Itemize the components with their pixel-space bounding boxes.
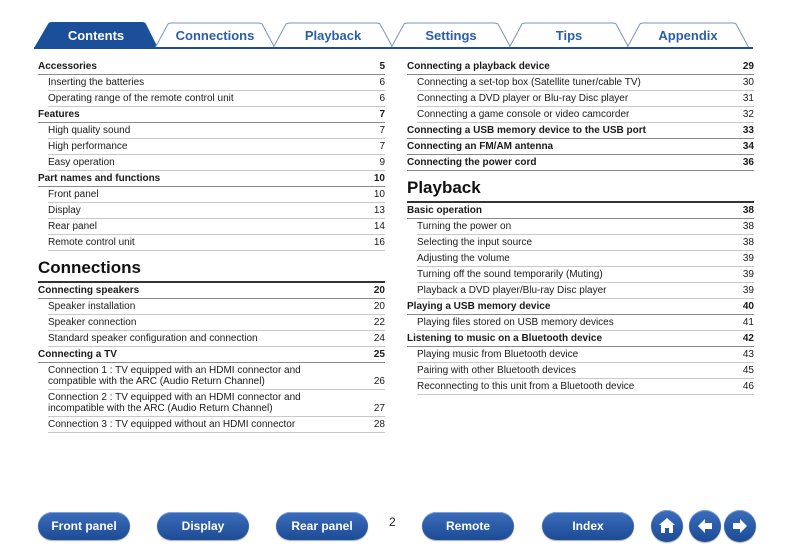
toc-entry-title: Playing a USB memory device [407, 300, 551, 312]
tab-underline [34, 47, 753, 49]
toc-page-number: 45 [742, 364, 754, 376]
toc-entry-playback-device[interactable] [407, 59, 754, 75]
toc-entry-title: Connecting a TV [38, 348, 117, 360]
toc-page-number: 36 [742, 156, 754, 168]
toc-entry-title: Standard speaker configuration and connection [48, 332, 258, 344]
toc-entry-title [48, 392, 301, 415]
toc-entry-title: Connecting a set-top box (Satellite tuner/cable TV) [417, 76, 641, 88]
toc-entry-usb-memory[interactable] [407, 299, 754, 315]
toc-page-number: 41 [742, 316, 754, 328]
toc-entry[interactable] [48, 299, 385, 315]
remote-button[interactable]: Remote [422, 512, 514, 540]
toc-entry[interactable] [417, 91, 754, 107]
toc-page-number: 29 [742, 60, 754, 72]
toc-entry[interactable] [48, 203, 385, 219]
tab-appendix[interactable] [626, 22, 750, 48]
toc-page-number: 26 [373, 375, 385, 387]
toc-entry-usb-port[interactable] [407, 123, 754, 139]
toc-page-number: 31 [742, 92, 754, 104]
toc-page-number: 43 [742, 348, 754, 360]
toc-entry[interactable] [48, 155, 385, 171]
toc-page-number: 25 [373, 348, 385, 360]
toc-page-number: 24 [373, 332, 385, 344]
toc-entry[interactable] [417, 219, 754, 235]
toc-entry[interactable] [417, 379, 754, 395]
tab-contents-label: Contents [67, 27, 125, 43]
toc-entry-title: Playing music from Bluetooth device [417, 348, 579, 360]
toc-entry-title: High quality sound [48, 124, 131, 136]
toc-entry-line: compatible with the ARC (Audio Return Channel) [48, 376, 265, 387]
toc-page-number: 14 [373, 220, 385, 232]
toc-entry-title: Connecting a playback device [407, 60, 550, 72]
toc-page-number: 34 [742, 140, 754, 152]
toc-entry[interactable] [48, 417, 385, 433]
toc-entry[interactable] [48, 390, 385, 417]
toc-entry-title [48, 365, 301, 388]
toc-page-number: 5 [379, 60, 385, 72]
back-button[interactable] [689, 510, 721, 542]
toc-entry-title: Adjusting the volume [417, 252, 510, 264]
toc-page-number: 33 [742, 124, 754, 136]
toc-entry-title: Speaker connection [48, 316, 137, 328]
toc-page-number: 13 [373, 204, 385, 216]
tab-connections[interactable] [154, 22, 276, 48]
toc-entry[interactable] [48, 123, 385, 139]
toc-page-number: 6 [379, 76, 385, 88]
toc-entry[interactable] [417, 283, 754, 299]
tab-tips-label: Tips [555, 27, 583, 43]
toc-entry-title: Display [48, 204, 81, 216]
toc-entry-bluetooth[interactable] [407, 331, 754, 347]
arrow-right-icon [730, 516, 750, 536]
toc-entry-accessories[interactable] [38, 59, 385, 75]
toc-page-number: 38 [742, 204, 754, 216]
toc-page-number: 42 [742, 332, 754, 344]
toc-entry-title: Connecting a USB memory device to the USB port [407, 124, 646, 136]
toc-entry[interactable] [417, 235, 754, 251]
page-number: 2 [389, 515, 396, 529]
toc-page-number: 46 [742, 380, 754, 392]
toc-entry-features[interactable] [38, 107, 385, 123]
toc-page-number: 38 [742, 236, 754, 248]
toc-page-number: 27 [373, 402, 385, 414]
toc-entry-title: Connection 3 : TV equipped without an HDMI connector [48, 418, 296, 430]
toc-page-number: 20 [373, 284, 385, 296]
toc-entry[interactable] [48, 315, 385, 331]
toc-entry[interactable] [417, 75, 754, 91]
toc-entry-basic-operation[interactable] [407, 203, 754, 219]
toc-entry[interactable] [417, 315, 754, 331]
toc-entry-part-names[interactable] [38, 171, 385, 187]
toc-page-number: 40 [742, 300, 754, 312]
front-panel-button[interactable]: Front panel [38, 512, 130, 540]
tab-playback[interactable] [272, 22, 394, 48]
toc-entry[interactable] [48, 331, 385, 347]
toc-entry-title: Remote control unit [48, 236, 135, 248]
toc-page-number: 32 [742, 108, 754, 120]
home-button[interactable] [651, 510, 683, 542]
toc-entry-title: Operating range of the remote control unit [48, 92, 234, 104]
toc-entry[interactable] [417, 251, 754, 267]
tab-settings-label: Settings [425, 27, 477, 43]
toc-entry-title: Inserting the batteries [48, 76, 145, 88]
toc-entry[interactable] [48, 187, 385, 203]
toc-entry-title: Basic operation [407, 204, 483, 216]
toc-entry-line: Connection 2 : TV equipped with an HDMI connector and [48, 391, 301, 403]
toc-entry[interactable] [417, 107, 754, 123]
toc-entry-title: Connecting the power cord [407, 156, 537, 168]
toc-entry[interactable] [48, 363, 385, 390]
toc-entry-title: Accessories [38, 60, 97, 72]
toc-entry[interactable] [417, 267, 754, 283]
toc-page-number: 10 [373, 188, 385, 200]
toc-entry-title: Connecting an FM/AM antenna [407, 140, 554, 152]
home-icon [657, 516, 677, 536]
toc-entry-title: Part names and functions [38, 172, 161, 184]
toc-entry-title: Selecting the input source [417, 236, 533, 248]
arrow-left-icon [695, 516, 715, 536]
rear-panel-button[interactable]: Rear panel [276, 512, 368, 540]
toc-entry[interactable] [48, 139, 385, 155]
toc-entry-line: Connection 1 : TV equipped with an HDMI connector and [48, 364, 301, 376]
toc-entry-title: Turning the power on [417, 220, 512, 232]
toc-page-number: 22 [373, 316, 385, 328]
tab-appendix-label: Appendix [658, 27, 718, 43]
toc-entry-title: Playback a DVD player/Blu-ray Disc player [417, 284, 607, 296]
toc-page-number: 30 [742, 76, 754, 88]
toc-entry-title: Features [38, 108, 80, 120]
toc-entry-title: Speaker installation [48, 300, 136, 312]
toc-entry-line: incompatible with the ARC (Audio Return Channel) [48, 403, 273, 414]
toc-page-number: 20 [373, 300, 385, 312]
tab-bar [0, 0, 791, 50]
toc-entry-power-cord[interactable] [407, 155, 754, 171]
toc-entry-title: Connecting speakers [38, 284, 140, 296]
toc-page-number: 7 [379, 140, 385, 152]
toc-entry[interactable] [48, 219, 385, 235]
toc-page-number: 39 [742, 252, 754, 264]
toc-page-number: 9 [379, 156, 385, 168]
toc-entry-connecting-tv[interactable] [38, 347, 385, 363]
tab-settings[interactable] [390, 22, 512, 48]
toc-entry-title: Connecting a DVD player or Blu-ray Disc player [417, 92, 629, 104]
toc-left-column [38, 59, 385, 433]
toc-entry[interactable] [417, 347, 754, 363]
toc-page-number: 39 [742, 284, 754, 296]
toc-right-column [407, 59, 754, 395]
tab-playback-label: Playback [304, 27, 362, 43]
toc-entry-title: Listening to music on a Bluetooth device [407, 332, 603, 344]
display-button[interactable]: Display [157, 512, 249, 540]
toc-entry-title: High performance [48, 140, 128, 152]
toc-entry-antenna[interactable] [407, 139, 754, 155]
toc-entry[interactable] [48, 235, 385, 251]
toc-entry[interactable] [417, 363, 754, 379]
toc-entry-title: Connecting a game console or video camcorder [417, 108, 630, 120]
toc-entry-title: Reconnecting to this unit from a Bluetooth device [417, 380, 635, 392]
toc-entry[interactable] [48, 75, 385, 91]
toc-page-number: 10 [373, 172, 385, 184]
toc-page-number: 28 [373, 418, 385, 430]
section-heading-playback: Playback [407, 171, 754, 203]
toc-page-number: 39 [742, 268, 754, 280]
toc-entry-title: Front panel [48, 188, 99, 200]
toc-page-number: 6 [379, 92, 385, 104]
index-button[interactable]: Index [542, 512, 634, 540]
toc-entry[interactable] [48, 91, 385, 107]
toc-page-number: 16 [373, 236, 385, 248]
toc-entry-title: Pairing with other Bluetooth devices [417, 364, 576, 376]
toc-page-number: 7 [379, 124, 385, 136]
section-heading-connections: Connections [38, 251, 385, 283]
forward-button[interactable] [724, 510, 756, 542]
tab-contents[interactable] [34, 22, 158, 48]
tab-connections-label: Connections [175, 27, 255, 43]
toc-entry-title: Turning off the sound temporarily (Muting) [417, 268, 603, 280]
toc-page-number: 38 [742, 220, 754, 232]
toc-entry-title: Rear panel [48, 220, 97, 232]
toc-entry-connecting-speakers[interactable] [38, 283, 385, 299]
tab-tips[interactable] [508, 22, 630, 48]
toc-entry-title: Easy operation [48, 156, 115, 168]
toc-page-number: 7 [379, 108, 385, 120]
toc-entry-title: Playing files stored on USB memory devices [417, 316, 614, 328]
